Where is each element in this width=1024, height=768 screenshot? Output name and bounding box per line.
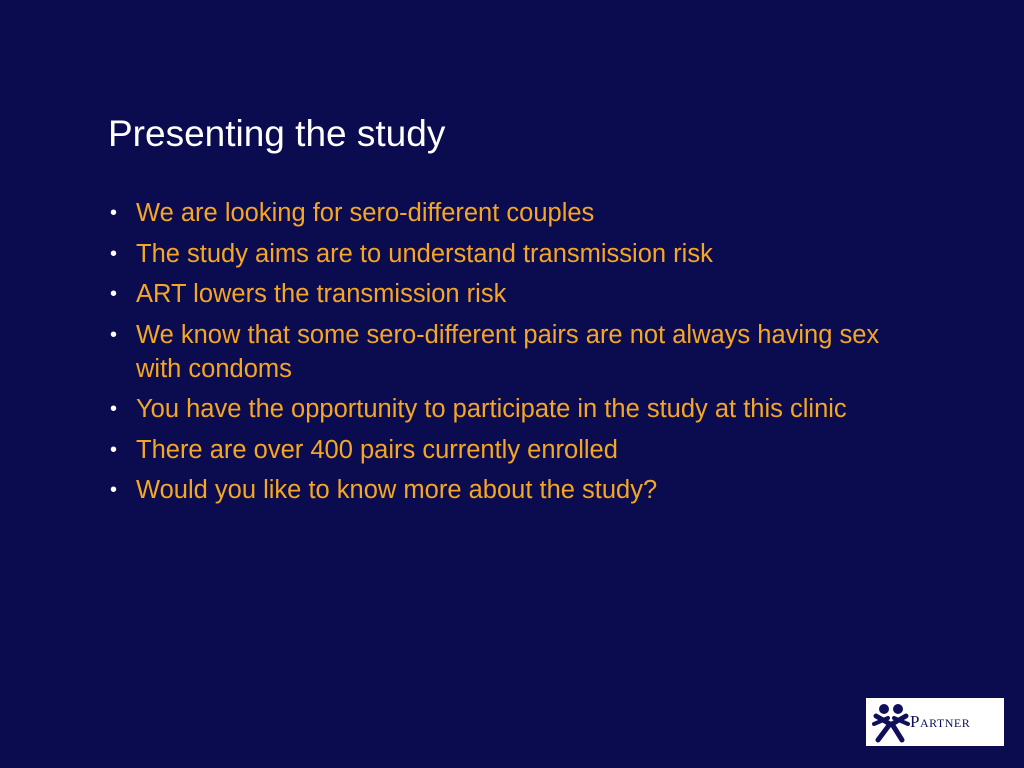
bullet-text: You have the opportunity to participate in the study at this clinic	[136, 395, 847, 423]
bullet-item	[108, 392, 908, 426]
bullet-dot-icon: •	[110, 202, 118, 224]
bullet-text: We know that some sero-different pairs are not always having sex with condoms	[136, 320, 880, 383]
bullet-dot-icon: •	[110, 438, 118, 461]
bullet-text: The study aims are to understand transmission risk	[136, 239, 713, 268]
partner-figures-icon	[870, 700, 914, 744]
bullet-dot-icon: •	[110, 242, 118, 265]
bullet-item	[108, 473, 908, 507]
slide-title: Presenting the study	[108, 113, 446, 154]
bullet-item	[108, 237, 908, 271]
bullet-text: Would you like to know more about the study?	[136, 476, 658, 504]
bullet-item	[108, 433, 908, 467]
bullet-item	[108, 277, 908, 311]
bullet-dot-icon: •	[110, 479, 118, 501]
bullet-dot-icon: •	[110, 283, 118, 305]
bullet-text: ART lowers the transmission risk	[136, 280, 507, 308]
bullet-dot-icon: •	[110, 398, 118, 420]
bullet-text: There are over 400 pairs currently enrolled	[136, 435, 618, 464]
partner-logo	[866, 698, 1004, 746]
bullet-item	[108, 196, 908, 230]
bullet-text: We are looking for sero-different couples	[136, 199, 595, 227]
logo-text: Partner	[910, 712, 971, 731]
bullet-list	[108, 196, 908, 514]
bullet-dot-icon: •	[110, 323, 118, 346]
bullet-item	[108, 318, 908, 386]
